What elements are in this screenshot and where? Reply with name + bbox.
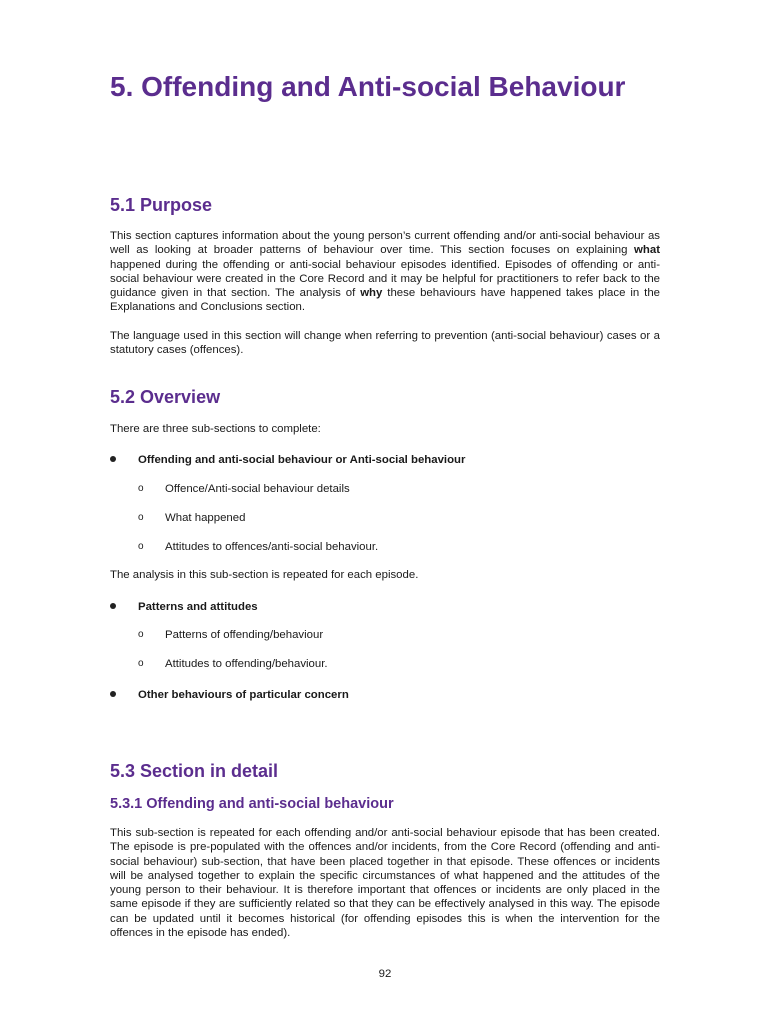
section-heading-detail: 5.3 Section in detail [110,761,279,781]
bullet-label: Patterns and attitudes [138,601,258,613]
circle-bullet-icon: o [138,483,144,494]
section-heading-purpose: 5.1 Purpose [110,195,213,215]
page-title: 5. Offending and Anti-social Behaviour [110,71,626,102]
bullet-label: Offending and anti-social behaviour or Anti-social behaviour [138,454,466,466]
purpose-paragraph-1: This section captures information about the young person’s current offending and/or anti-social behaviour as well as looking at broader patterns of behaviour over time. This section focuses on explaining what happened during the offending or anti-social behaviour episodes identified. Episodes of offending or anti-social behaviour were created in the Core Record and it may be helpful for practitioners to refer back to the guidance given in that section. The analysis of why these behaviours have happened takes place in the Explanations and Conclusions section. [110,230,660,314]
bullet-icon [110,603,116,609]
circle-bullet-icon: o [138,512,144,523]
bullet-icon [110,456,116,462]
document-page: 5. Offending and Anti-social Behaviour 5.1 Purpose This section captures information about the young person’s current offending and/or anti-social behaviour as well as looking at broader patterns of behaviour over time. This section focuses on explaining what happened during the offending or anti-social behaviour episodes identified. Episodes of offending or anti-social behaviour were created in the Core Record and it may be helpful for practitioners to refer back to the guidance given in that section. The analysis of why these behaviours have happened takes place in the Explanations and Conclusions section. The language used in this section will change when referring to prevention (anti-social behaviour) cases or a statutory cases (offences). 5.2 Overview There are three sub-sections to complete: Offending and anti-social behaviour or Anti-social behaviour o Offence/Anti-social behaviour details o What happened o Attitudes to offences/anti-social behaviour. The analysis in this sub-section is repeated for each episode. Patterns and attitudes o Patterns of offending/behaviour o Attitudes to offending/behaviour. Other behaviours of particular concern 5.3 Section in detail 5.3.1 Offending and anti-social behaviour This sub-section is repeated for each offending and/or anti-social behaviour episode that has been created. The episode is pre-populated with the offences and/or incidents, from the Core Record (offending and anti-social behaviour) sub-section, that have been placed together in that episode. These offences or incidents will be analysed together to explain the specific circumstances of what happened and the attitudes of the young person to their behaviour. It is therefore important that offences or incidents are only placed in the same episode if they are sufficiently related so that they can be effectively analysed in this way. The episode can be updated until it becomes historical (for offending episodes this is when the intervention for the offences in the episode has ended). 92 [0,0,770,1024]
page-number: 92 [378,968,392,980]
bullet-icon [110,691,116,697]
circle-bullet-icon: o [138,629,144,640]
circle-bullet-icon: o [138,658,144,669]
overview-intro: There are three sub-sections to complete: [110,423,321,435]
subsection-heading: 5.3.1 Offending and anti-social behaviour [110,796,394,812]
overview-note: The analysis in this sub-section is repeated for each episode. [110,569,419,581]
detail-paragraph: This sub-section is repeated for each offending and/or anti-social behaviour episode that has been created. The episode is pre-populated with the offences and/or incidents, from the Core Record (offending and anti-social behaviour) sub-section, that have been placed together in that episode. These offences or incidents will be analysed together to explain the specific circumstances of what happened and the attitudes of the young person to their behaviour. It is therefore important that offences or incidents are only placed in the same episode if they are sufficiently related so that they can be effectively analysed in this way. The episode can be updated until it becomes historical (for offending episodes this is when the intervention for the offences in the episode has ended). [110,827,660,940]
purpose-paragraph-2: The language used in this section will change when referring to prevention (anti-social behaviour) cases or a statutory cases (offences). [110,330,660,357]
circle-bullet-icon: o [138,541,144,552]
bullet-label: Other behaviours of particular concern [138,689,349,701]
section-heading-overview: 5.2 Overview [110,387,221,407]
